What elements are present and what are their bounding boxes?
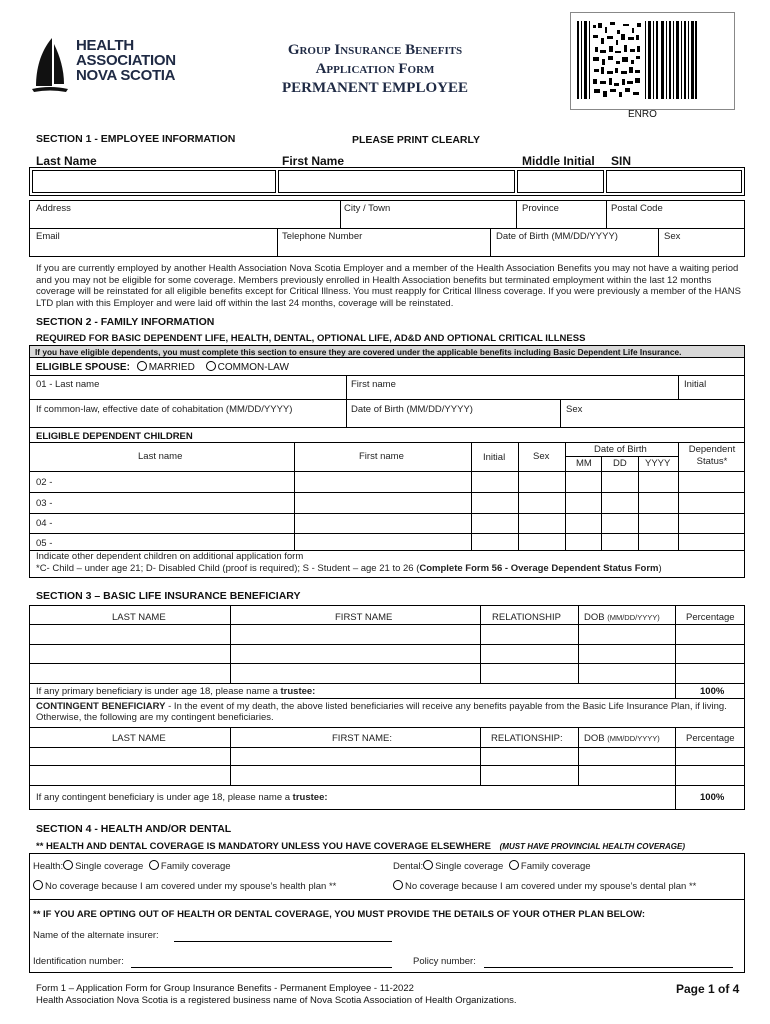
ben-col-percentage: Percentage <box>686 612 735 623</box>
spouse-first-name-field[interactable]: First name <box>351 379 396 390</box>
opting-out-note: ** IF YOU ARE OPTING OUT OF HEALTH OR DENTAL COVERAGE, YOU MUST PROVIDE THE DETAILS OF YOUR OTHER PLAN BELOW: <box>33 909 646 920</box>
form-title-1: Group Insurance Benefits <box>287 42 463 58</box>
cont-col-percentage: Percentage <box>686 733 735 744</box>
col-dependent-status: Dependent Status* <box>688 444 736 467</box>
children-note-1: Indicate other dependent children on additional application form <box>36 551 304 562</box>
identification-input[interactable] <box>131 967 392 968</box>
postal-code-field[interactable]: Postal Code <box>611 203 663 214</box>
no-dental-option: No coverage because I am covered under my spouse’s dental plan ** <box>393 880 696 892</box>
section-4-title: SECTION 4 - HEALTH AND/OR DENTAL <box>36 823 232 835</box>
eligible-spouse-row: ELIGIBLE SPOUSE: MARRIED COMMON-LAW <box>36 362 289 373</box>
last-name-input[interactable] <box>32 170 276 193</box>
section-1-title: SECTION 1 - EMPLOYEE INFORMATION <box>36 133 236 145</box>
spouse-initial-field[interactable]: Initial <box>684 379 707 390</box>
child-row-04[interactable]: 04 - <box>36 518 53 529</box>
policy-input[interactable] <box>484 967 733 968</box>
col-yyyy: YYYY <box>645 458 671 469</box>
form-title-3: PERMANENT EMPLOYEE <box>282 80 468 96</box>
telephone-field[interactable]: Telephone Number <box>282 231 363 242</box>
col-initial: Initial <box>483 452 506 463</box>
print-clearly: PLEASE PRINT CLEARLY <box>352 134 480 146</box>
health-options: Health: Single coverage Family coverage <box>33 861 231 872</box>
ben-col-last: LAST NAME <box>112 612 166 623</box>
sex-field[interactable]: Sex <box>664 231 681 242</box>
spouse-sex-field[interactable]: Sex <box>566 404 583 415</box>
ben-col-relationship: RELATIONSHIP <box>492 612 561 623</box>
barcode-label: ENRO <box>628 109 657 120</box>
middle-initial-label: Middle Initial <box>522 154 595 168</box>
sin-label: SIN <box>611 154 632 168</box>
cont-col-dob: DOB (MM/DD/YYYY) <box>584 733 660 744</box>
section-2-required: REQUIRED FOR BASIC DEPENDENT LIFE, HEALTH, DENTAL, OPTIONAL LIFE, AD&D AND OPTIONAL CRITICAL ILLNESS <box>36 333 586 344</box>
common-law-radio[interactable] <box>206 361 216 371</box>
col-date-of-birth: Date of Birth <box>594 444 647 455</box>
no-health-option: No coverage because I am covered under my spouse’s health plan ** <box>33 880 336 892</box>
cont-col-relationship: RELATIONSHIP: <box>491 733 563 744</box>
footer-line-1: Form 1 – Application Form for Group Insurance Benefits - Permanent Employee - 11-2022 <box>36 983 414 994</box>
first-name-input[interactable] <box>278 170 515 193</box>
barcode-box <box>570 12 735 110</box>
barcode-icon <box>577 21 697 99</box>
no-health-radio[interactable] <box>33 880 43 890</box>
dependents-banner: If you have eligible dependents, you must complete this section to ensure they are covered under the applicable benefits including Basic Dependent Life Insurance. <box>30 346 744 358</box>
last-name-label: Last Name <box>36 154 97 168</box>
ben-col-first: FIRST NAME <box>335 612 393 623</box>
married-radio[interactable] <box>137 361 147 371</box>
middle-initial-input[interactable] <box>517 170 604 193</box>
sin-input[interactable] <box>606 170 742 193</box>
section-2-title: SECTION 2 - FAMILY INFORMATION <box>36 316 215 328</box>
primary-total-percentage: 100% <box>700 686 725 697</box>
col-sex: Sex <box>533 451 550 462</box>
contingent-trustee-line[interactable]: If any contingent beneficiary is under age 18, please name a trustee: <box>36 792 328 803</box>
logo-line-1: HEALTH <box>76 37 134 54</box>
ben-col-dob: DOB (MM/DD/YYYY) <box>584 612 660 623</box>
section-3-title: SECTION 3 – BASIC LIFE INSURANCE BENEFICIARY <box>36 590 301 602</box>
form-title-2: Application Form <box>315 61 435 77</box>
child-row-05[interactable]: 05 - <box>36 538 53 549</box>
cohabitation-date-field[interactable]: If common-law, effective date of cohabitation (MM/DD/YYYY) <box>36 404 293 415</box>
page-number: Page 1 of 4 <box>676 982 740 996</box>
col-dd: DD <box>613 458 627 469</box>
health-single-radio[interactable] <box>63 860 73 870</box>
alt-insurer-input[interactable] <box>174 941 392 942</box>
cont-col-last: LAST NAME <box>112 733 166 744</box>
section-1-note: If you are currently employed by another Health Association Nova Scotia Employer and a member of the Health Association Benefits you may not have a waiting period and you may not be eligible for some coverage. Members previously enrolled in Health Association benefits but terminated employment within the last 12 months coverage will be reinstated for all eligible benefits except for Critical Illness. You must reapply for Critical Illness coverage. If you were previously a member of the HANS LTD plan with this Employer and were laid off within the last 24 months, coverage will be reinstated. <box>36 263 741 309</box>
no-dental-radio[interactable] <box>393 880 403 890</box>
dental-single-radio[interactable] <box>423 860 433 870</box>
mandatory-note: ** HEALTH AND DENTAL COVERAGE IS MANDATORY UNLESS YOU HAVE COVERAGE ELSEWHERE (MUST HAVE PROVINCIAL HEALTH COVERAGE) <box>36 841 685 852</box>
child-row-02[interactable]: 02 - <box>36 477 53 488</box>
col-first-name: First name <box>359 451 404 462</box>
health-family-radio[interactable] <box>149 860 159 870</box>
primary-trustee-line[interactable]: If any primary beneficiary is under age 18, please name a trustee: <box>36 686 316 697</box>
contingent-total-percentage: 100% <box>700 792 725 803</box>
policy-label: Policy number: <box>413 956 476 967</box>
logo-line-2: ASSOCIATION <box>76 52 176 69</box>
child-row-03[interactable]: 03 - <box>36 498 53 509</box>
spouse-last-name-field[interactable]: 01 - Last name <box>36 379 100 390</box>
dob-field[interactable]: Date of Birth (MM/DD/YYYY) <box>496 231 618 242</box>
children-note-2: *C- Child – under age 21; D- Disabled Child (proof is required); S - Student – age 21 to 26 (Complete Form 56 - Overage Dependent Status Form) <box>36 563 662 574</box>
address-field[interactable]: Address <box>36 203 71 214</box>
cont-col-first: FIRST NAME: <box>332 733 392 744</box>
spouse-dob-field[interactable]: Date of Birth (MM/DD/YYYY) <box>351 404 473 415</box>
dental-family-radio[interactable] <box>509 860 519 870</box>
city-field[interactable]: City / Town <box>344 203 391 214</box>
alt-insurer-label: Name of the alternate insurer: <box>33 930 159 941</box>
province-field[interactable]: Province <box>522 203 559 214</box>
first-name-label: First Name <box>282 154 345 168</box>
dental-options: Dental: Single coverage Family coverage <box>393 861 591 872</box>
identification-label: Identification number: <box>33 956 124 967</box>
col-mm: MM <box>576 458 592 469</box>
email-field[interactable]: Email <box>36 231 60 242</box>
logo <box>30 36 190 94</box>
contingent-note: CONTINGENT BENEFICIARY - In the event of my death, the above listed beneficiaries will receive any benefits payable from the Basic Life Insurance Plan, if living. Otherwise, the following are my contingent beneficiaries. <box>36 701 727 723</box>
children-title: ELIGIBLE DEPENDENT CHILDREN <box>36 431 193 442</box>
footer-line-2: Health Association Nova Scotia is a registered business name of Nova Scotia Association of Health Organizations. <box>36 995 517 1006</box>
logo-line-3: NOVA SCOTIA <box>76 67 176 84</box>
col-last-name: Last name <box>138 451 183 462</box>
sail-logo-icon <box>30 36 70 94</box>
